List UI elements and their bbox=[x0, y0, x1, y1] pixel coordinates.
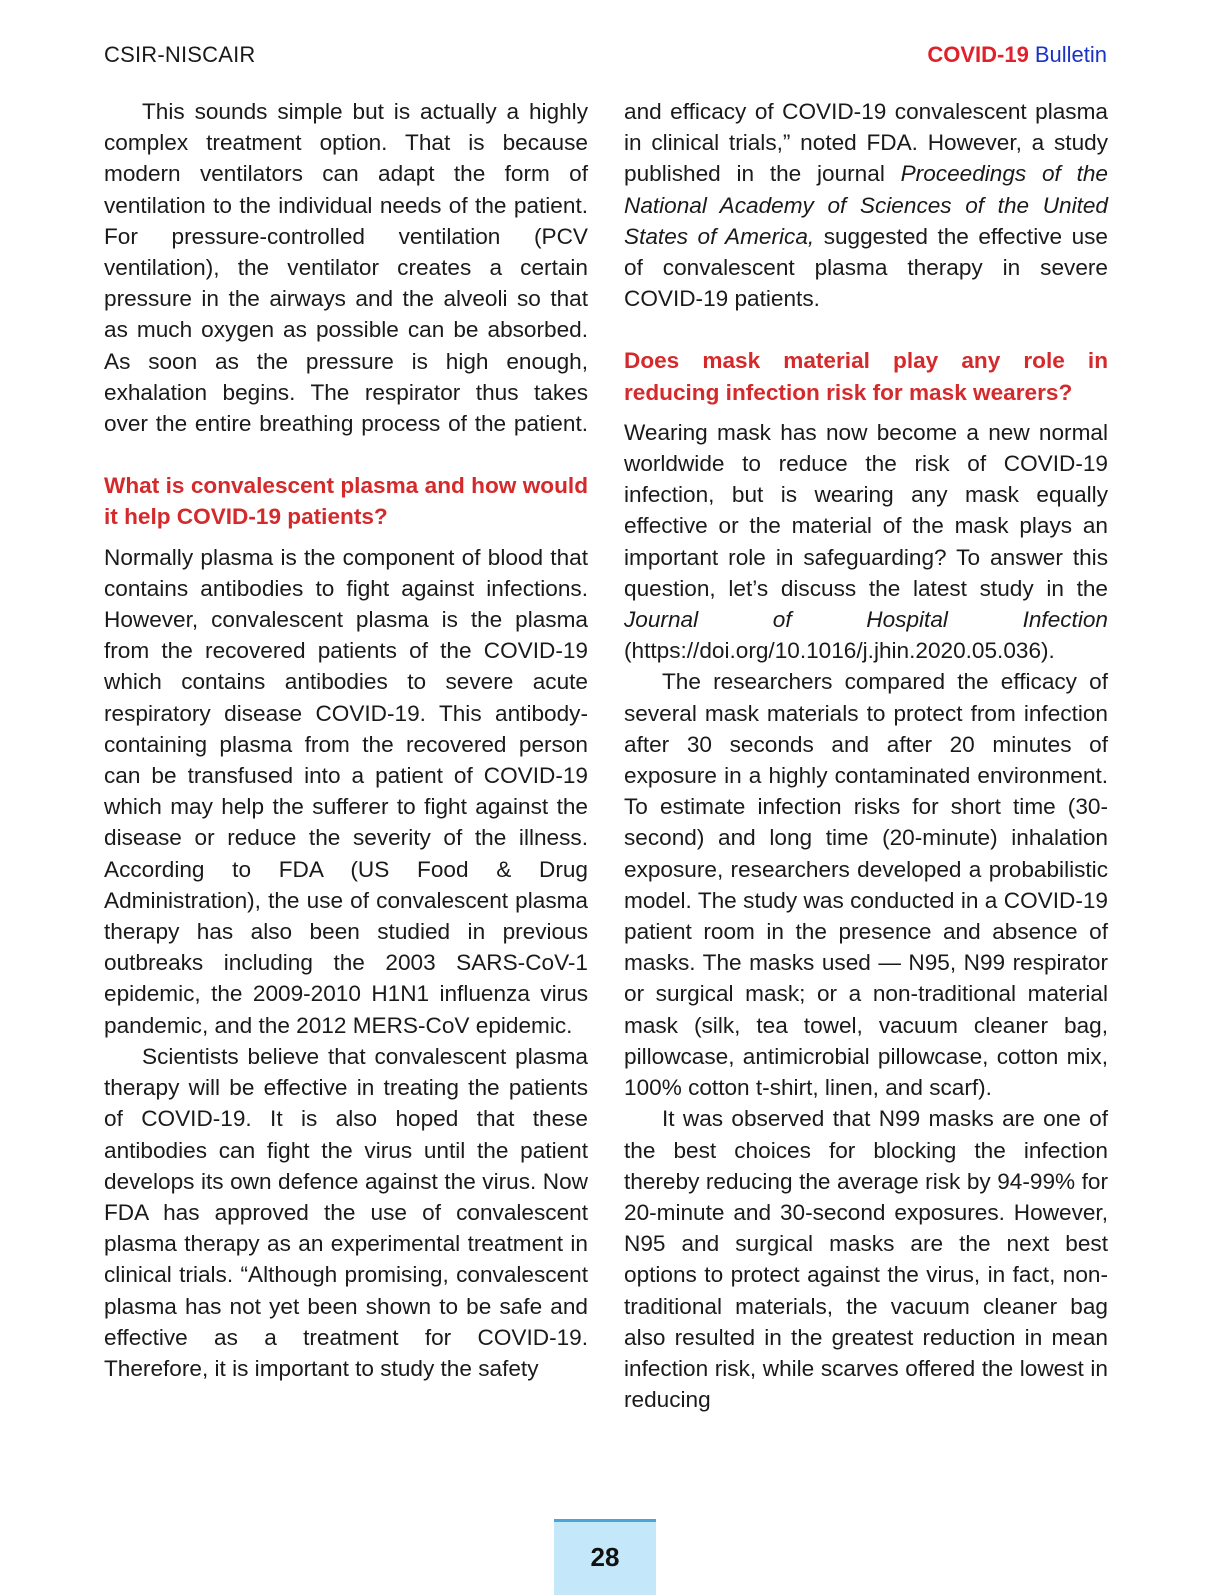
bulletin-suffix: Bulletin bbox=[1034, 42, 1107, 67]
heading-convalescent-plasma: What is convalescent plasma and how would it help COVID-19 patients? bbox=[104, 473, 588, 530]
paragraph-wearing-mask bbox=[624, 417, 1108, 667]
paragraph-n99-observation: It was observed that N99 masks are one of the best choices for blocking the infection thereby reducing the average risk by 94-99% for 20-minute and 30-second exposures. However, N95 and surgical masks are the next best options to protect against the virus, in fact, non-traditional materials, the vacuum cleaner bag also resulted in the greatest reduction in mean infection risk, while scarves offered the lowest in reducing bbox=[624, 1106, 1108, 1413]
page-number: 28 bbox=[554, 1519, 656, 1595]
doi-reference: (https://doi.org/10.1016/j.jhin.2020.05.036). bbox=[624, 638, 1055, 664]
heading-mask-material: Does mask material play any role in reducing infection risk for mask wearers? bbox=[624, 348, 1108, 405]
bulletin-brand: COVID-19 bbox=[927, 42, 1029, 67]
right-column bbox=[624, 96, 1108, 1415]
left-column bbox=[104, 96, 588, 1384]
paragraph-fda-continued bbox=[624, 96, 1108, 314]
paragraph-wearing-mask-text-a: Wearing mask has now become a new normal worldwide to reduce the risk of COVID-19 infection, but is wearing any mask equally effective or the material of the mask plays an important role in safeguarding? To answer this question, let’s discuss the latest study in the bbox=[624, 419, 1108, 601]
paragraph-researchers-compared: The researchers compared the efficacy of several mask materials to protect from infection after 30 seconds and after 20 minutes of exposure in a highly contaminated environment. To estimate infection risks for short time (30-second) and long time (20-minute) inhalation exposure, researchers developed a probabilistic model. The study was conducted in a COVID-19 patient room in the presence and absence of masks. The masks used — N95, N99 respirator or surgical mask; or a non-traditional material mask (silk, tea towel, vacuum cleaner bag, pillowcase, antimicrobial pillowcase, cotton mix, 100% cotton t-shirt, linen, and scarf). bbox=[624, 669, 1108, 1101]
bulletin-title bbox=[927, 42, 1107, 68]
paragraph-scientists-believe: Scientists believe that convalescent plasma therapy will be effective in treating the patients of COVID-19. It is also hoped that these antibodies can fight the virus until the patient develops its own defence against the virus. Now FDA has approved the use of convalescent plasma therapy as an experimental treatment in clinical trials. “Although promising, convalescent plasma has not yet been shown to be safe and effective as a treatment for COVID-19. Therefore, it is important to study the safety bbox=[104, 1043, 588, 1381]
journal-title-hospital-infection: Journal of Hospital Infection bbox=[624, 607, 1108, 633]
paragraph-fda-text-a: and efficacy of COVID-19 convalescent plasma in clinical trials,” noted FDA. However, a study published in the journal bbox=[624, 99, 1108, 187]
paragraph-ventilation-text: This sounds simple but is actually a highly complex treatment option. That is because modern ventilators can adapt the form of ventilation to the individual needs of the patient. For pressure-controlled ventilation (PCV ventilation), the ventilator creates a certain pressure in the airways and the alveoli so that as much oxygen as possible can be absorbed. As soon as the pressure is high enough, exhalation begins. The respirator thus takes over the entire breathing process of the patient. bbox=[104, 99, 588, 437]
paragraph-plasma-definition: Normally plasma is the component of blood that contains antibodies to fight against infections. However, convalescent plasma is the plasma from the recovered patients of the COVID-19 which contains antibodies to severe acute respiratory disease COVID-19. This antibody-containing plasma from the recovered person can be transfused into a patient of COVID-19 which may help the sufferer to fight against the disease or reduce the severity of the illness. According to FDA (US Food & Drug Administration), the use of convalescent plasma therapy has also been studied in previous outbreaks including the 2003 SARS-CoV-1 epidemic, the 2009-2010 H1N1 influenza virus pandemic, and the 2012 MERS-CoV epidemic. bbox=[104, 544, 588, 1038]
publisher-name: CSIR-NISCAIR bbox=[104, 42, 256, 67]
journal-title-pnas: Proceedings of the National Academy of Sciences of the United States of America, bbox=[624, 161, 1108, 249]
paragraph-fda-text-b: suggested the effective use of convalescent plasma therapy in severe COVID-19 patients. bbox=[624, 223, 1108, 312]
paragraph-ventilation bbox=[104, 96, 588, 439]
